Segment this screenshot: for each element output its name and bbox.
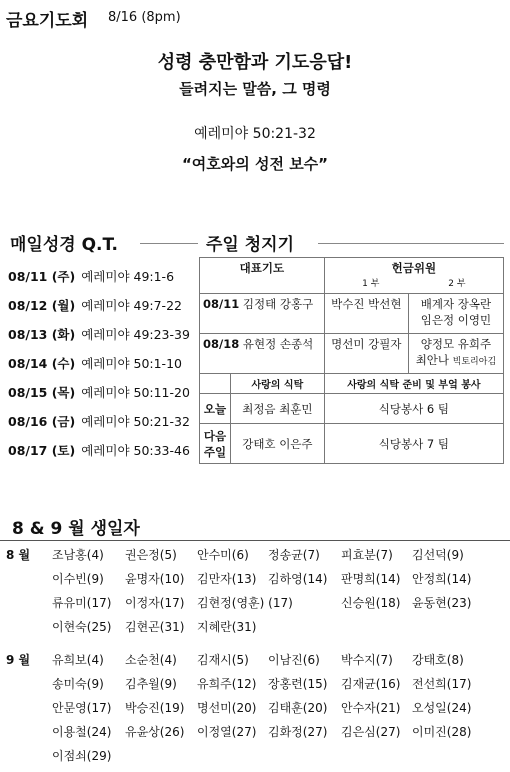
today-love-table: 최정음 최훈민 <box>231 394 325 424</box>
sermon-quote: “여호와의 성전 보수” <box>181 155 329 173</box>
row1-offering-2a: 배계자 장옥란 <box>420 297 492 311</box>
next-label: 다음 주일 <box>200 424 231 464</box>
birthday-name: 류유미(17) <box>52 596 112 610</box>
qt-item <box>8 441 190 459</box>
birthday-name: 김현곤(31) <box>125 620 185 634</box>
row2-date: 08/18 <box>203 337 240 351</box>
prep-header: 사랑의 식탁 준비 및 부엌 봉사 <box>324 374 503 394</box>
birthday-name: 김화정(27) <box>268 725 328 739</box>
birthday-name: 김만자(13) <box>197 572 257 586</box>
birthday-name: 장홍련(15) <box>268 677 328 691</box>
row1-offering-1: 박수진 박선현 <box>324 294 408 334</box>
qt-reference: 예레미야 50:1-10 <box>81 356 182 371</box>
qt-date: 08/14 (수) <box>8 356 76 371</box>
qt-item <box>8 383 190 401</box>
birthday-name: 이미진(28) <box>412 725 472 739</box>
sermon-title: 성령 충만함과 기도응답! <box>157 52 353 73</box>
prayer-header: 대표기도 <box>200 258 325 294</box>
birthday-name: 이수빈(9) <box>52 572 104 586</box>
birthday-name: 조남홍(4) <box>52 548 104 562</box>
birthday-name: 김태훈(20) <box>268 701 328 715</box>
row2-offering-2a: 양정모 유희주 <box>420 337 492 351</box>
birthday-name: 이점쇠(29) <box>52 749 112 763</box>
birthday-name: 유희보(4) <box>52 653 104 667</box>
row2-prayer: 유현정 손종석 <box>242 337 314 351</box>
row1-offering-2b: 임은정 이영민 <box>420 313 492 327</box>
today-prep: 식당봉사 6 팀 <box>324 394 503 424</box>
birthday-name: 이용철(24) <box>52 725 112 739</box>
next-prep: 식당봉사 7 팀 <box>324 424 503 464</box>
qt-item <box>8 412 190 430</box>
august-label: 8 월 <box>6 548 31 562</box>
qt-item <box>8 354 182 372</box>
qt-reference: 예레미야 50:33-46 <box>81 443 190 458</box>
birthday-name: 명선미(20) <box>197 701 257 715</box>
offering-title: 헌금위원 <box>391 261 437 275</box>
birthday-name: 신승원(18) <box>341 596 401 610</box>
qt-item <box>8 296 182 314</box>
chores-heading: 주일 청지기 <box>206 235 295 255</box>
birthday-name: 김은심(27) <box>341 725 401 739</box>
chores-table <box>199 257 504 464</box>
qt-date: 08/15 (목) <box>8 385 76 400</box>
row1-prayer: 김정태 강홍구 <box>242 297 314 311</box>
birthday-divider <box>0 540 510 541</box>
sermon-reference: 예레미야 50:21-32 <box>194 126 316 142</box>
birthday-name: 피효분(7) <box>341 548 393 562</box>
birthday-name: 안수자(21) <box>341 701 401 715</box>
header-title: 금요기도회 <box>6 11 89 31</box>
qt-date: 08/12 (월) <box>8 298 76 313</box>
birthday-name: 유윤상(26) <box>125 725 185 739</box>
sermon-subtitle: 들려지는 말씀, 그 명령 <box>179 80 331 98</box>
birthday-name: 이남진(6) <box>268 653 320 667</box>
qt-date: 08/13 (화) <box>8 327 76 342</box>
birthday-name: 전선희(17) <box>412 677 472 691</box>
birthday-name: 김선덕(9) <box>412 548 464 562</box>
birthday-name: 정송균(7) <box>268 548 320 562</box>
row2-offering-2 <box>408 334 503 374</box>
birthday-name: 윤명자(10) <box>125 572 185 586</box>
birthday-name: 김하영(14) <box>268 572 328 586</box>
offering-header <box>324 258 503 294</box>
qt-divider <box>140 243 198 244</box>
qt-heading: 매일성경 Q.T. <box>10 235 118 255</box>
birthday-name: 안정희(14) <box>412 572 472 586</box>
qt-reference: 예레미야 49:23-39 <box>81 327 190 342</box>
row2-offering-note: 빅토리아김 <box>452 357 497 367</box>
qt-date: 08/16 (금) <box>8 414 76 429</box>
service-1-label: 1 부 <box>362 279 380 289</box>
birthday-name: 김현정(영훈) (17) <box>197 596 293 610</box>
qt-reference: 예레미야 49:1-6 <box>81 269 175 284</box>
birthday-name: 송미숙(9) <box>52 677 104 691</box>
qt-date: 08/17 (토) <box>8 443 76 458</box>
birthday-name: 오성일(24) <box>412 701 472 715</box>
birthday-name: 유희주(12) <box>197 677 257 691</box>
row1-offering-2 <box>408 294 503 334</box>
qt-date: 08/11 (주) <box>8 269 76 284</box>
birthday-name: 권은정(5) <box>125 548 177 562</box>
today-label: 오늘 <box>200 394 231 424</box>
service-2-label: 2 부 <box>448 279 466 289</box>
row2-offering-1: 명선미 강필자 <box>324 334 408 374</box>
birthday-name: 박승진(19) <box>125 701 185 715</box>
birthday-name: 판명희(14) <box>341 572 401 586</box>
qt-item <box>8 325 190 343</box>
prayer-row-2 <box>200 334 325 374</box>
birthday-name: 이정열(27) <box>197 725 257 739</box>
chores-divider <box>318 243 504 244</box>
birthday-name: 김재시(5) <box>197 653 249 667</box>
row2-offering-2b: 최안나 <box>415 353 450 367</box>
qt-item <box>8 267 174 285</box>
birthday-name: 김재균(16) <box>341 677 401 691</box>
qt-reference: 예레미야 50:21-32 <box>81 414 190 429</box>
next-love-table: 강태호 이은주 <box>231 424 325 464</box>
birthday-heading: 8 & 9 월 생일자 <box>12 519 140 539</box>
qt-reference: 예레미야 49:7-22 <box>81 298 182 313</box>
birthday-name: 김추월(9) <box>125 677 177 691</box>
birthday-name: 안문영(17) <box>52 701 112 715</box>
birthday-name: 이현숙(25) <box>52 620 112 634</box>
row1-date: 08/11 <box>203 297 240 311</box>
qt-reference: 예레미야 50:11-20 <box>81 385 190 400</box>
birthday-name: 윤동현(23) <box>412 596 472 610</box>
september-label: 9 월 <box>6 653 31 667</box>
love-table-header: 사랑의 식탁 <box>231 374 325 394</box>
birthday-name: 박수지(7) <box>341 653 393 667</box>
birthday-name: 이정자(17) <box>125 596 185 610</box>
birthday-name: 지혜란(31) <box>197 620 257 634</box>
birthday-name: 소순천(4) <box>125 653 177 667</box>
birthday-name: 강태호(8) <box>412 653 464 667</box>
birthday-name: 안수미(6) <box>197 548 249 562</box>
prayer-row-1 <box>200 294 325 334</box>
header-date: 8/16 (8pm) <box>108 10 181 25</box>
